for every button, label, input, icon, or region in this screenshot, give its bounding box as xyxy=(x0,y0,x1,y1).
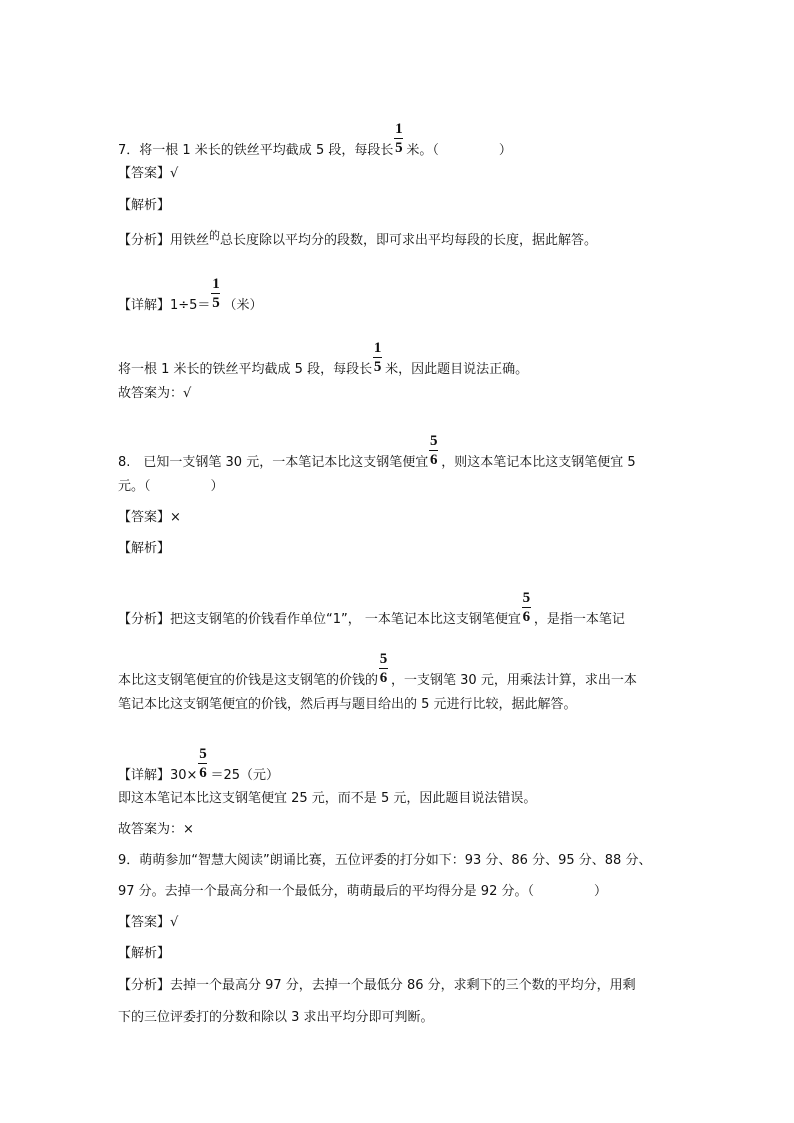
q8-fenxi-line3: 笔记本比这支钢笔便宜的价钱，然后再与题目给出的 5 元进行比较，据此解答。 xyxy=(118,697,577,712)
q8-answer: 【答案】× xyxy=(118,510,181,525)
q8-fenxi-line1: 【分析】把这支钢笔的价钱看作单位“1”， 一本笔记本比这支钢笔便宜 $\frac{5}{6}$ ，是指一本笔记 xyxy=(118,590,625,627)
q7-explanation: 将一根 1 米长的铁丝平均截成 5 段，每段长 $\frac{1}{5}$ 米，因此题目说法正确。 xyxy=(118,340,529,377)
q7-fenxi: 【分析】用铁丝$^的$总长度除以平均分的段数，即可求出平均每段的长度，据此解答。 xyxy=(118,229,598,248)
fraction-five-sixths: $\frac{5}{6}$ xyxy=(199,746,207,781)
fraction-bar xyxy=(522,607,531,608)
q8-stem-cont: 元。（ ） xyxy=(118,479,224,494)
q8-xiangjie: 【详解】30× $\frac{5}{6}$ ＝25（元） xyxy=(118,746,279,783)
fraction-bar xyxy=(198,763,207,764)
q8-fenxi-line2: 本比这支钢笔便宜的价钱是这支钢笔的价钱的 $\frac{5}{6}$ ，一支钢笔 30 元，用乘法计算，求出一本 xyxy=(118,651,637,688)
q9-stem-line1: 9．萌萌参加“智慧大阅读”朗诵比赛，五位评委的打分如下：93 分、86 分、95 分、88 分、 xyxy=(118,853,652,868)
q9-stem-line2: 97 分。去掉一个最高分和一个最低分，萌萌最后的平均得分是 92 分。（ ） xyxy=(118,884,607,899)
q7-stem: 7．将一根 1 米长的铁丝平均截成 5 段，每段长 $\frac{1}{5}$ 米。（ ） xyxy=(118,121,512,158)
q9-jiexi: 【解析】 xyxy=(118,946,171,961)
q8-explanation: 即这本笔记本比这支钢笔便宜 25 元，而不是 5 元，因此题目说法错误。 xyxy=(118,791,537,806)
q9-answer: 【答案】√ xyxy=(118,915,179,930)
q7-final: 故答案为：√ xyxy=(118,386,192,401)
fraction-one-fifth: $\frac{1}{5}$ xyxy=(395,121,403,156)
fraction-bar xyxy=(379,668,388,669)
fraction-bar xyxy=(394,138,403,139)
fraction-bar xyxy=(373,357,382,358)
fraction-bar xyxy=(211,293,220,294)
fraction-five-sixths: $\frac{5}{6}$ xyxy=(429,433,438,468)
q9-fenxi-line2: 下的三位评委打的分数和除以 3 求出平均分即可判断。 xyxy=(118,1010,434,1025)
q7-answer: 【答案】√ xyxy=(118,166,179,181)
q9-fenxi-line1: 【分析】去掉一个最高分 97 分，去掉一个最低分 86 分，求剩下的三个数的平均分，用剩 xyxy=(118,978,636,993)
fraction-five-sixths: $\frac{5}{6}$ xyxy=(522,590,531,625)
fraction-one-fifth: $\frac{1}{5}$ xyxy=(373,340,382,375)
q8-stem: 8. 已知一支钢笔 30 元，一本笔记本比这支钢笔便宜 $\frac{5}{6}$ ，则这本笔记本比这支钢笔便宜 5 xyxy=(118,433,636,470)
fraction-five-sixths: $\frac{5}{6}$ xyxy=(379,651,388,686)
q8-jiexi: 【解析】 xyxy=(118,541,171,556)
q7-xiangjie: 【详解】1÷5＝ $\frac{1}{5}$ （米） xyxy=(118,276,263,313)
fraction-bar xyxy=(429,450,438,451)
q8-final: 故答案为：× xyxy=(118,822,194,837)
fraction-one-fifth: $\frac{1}{5}$ xyxy=(212,276,220,311)
q7-jiexi: 【解析】 xyxy=(118,198,171,213)
